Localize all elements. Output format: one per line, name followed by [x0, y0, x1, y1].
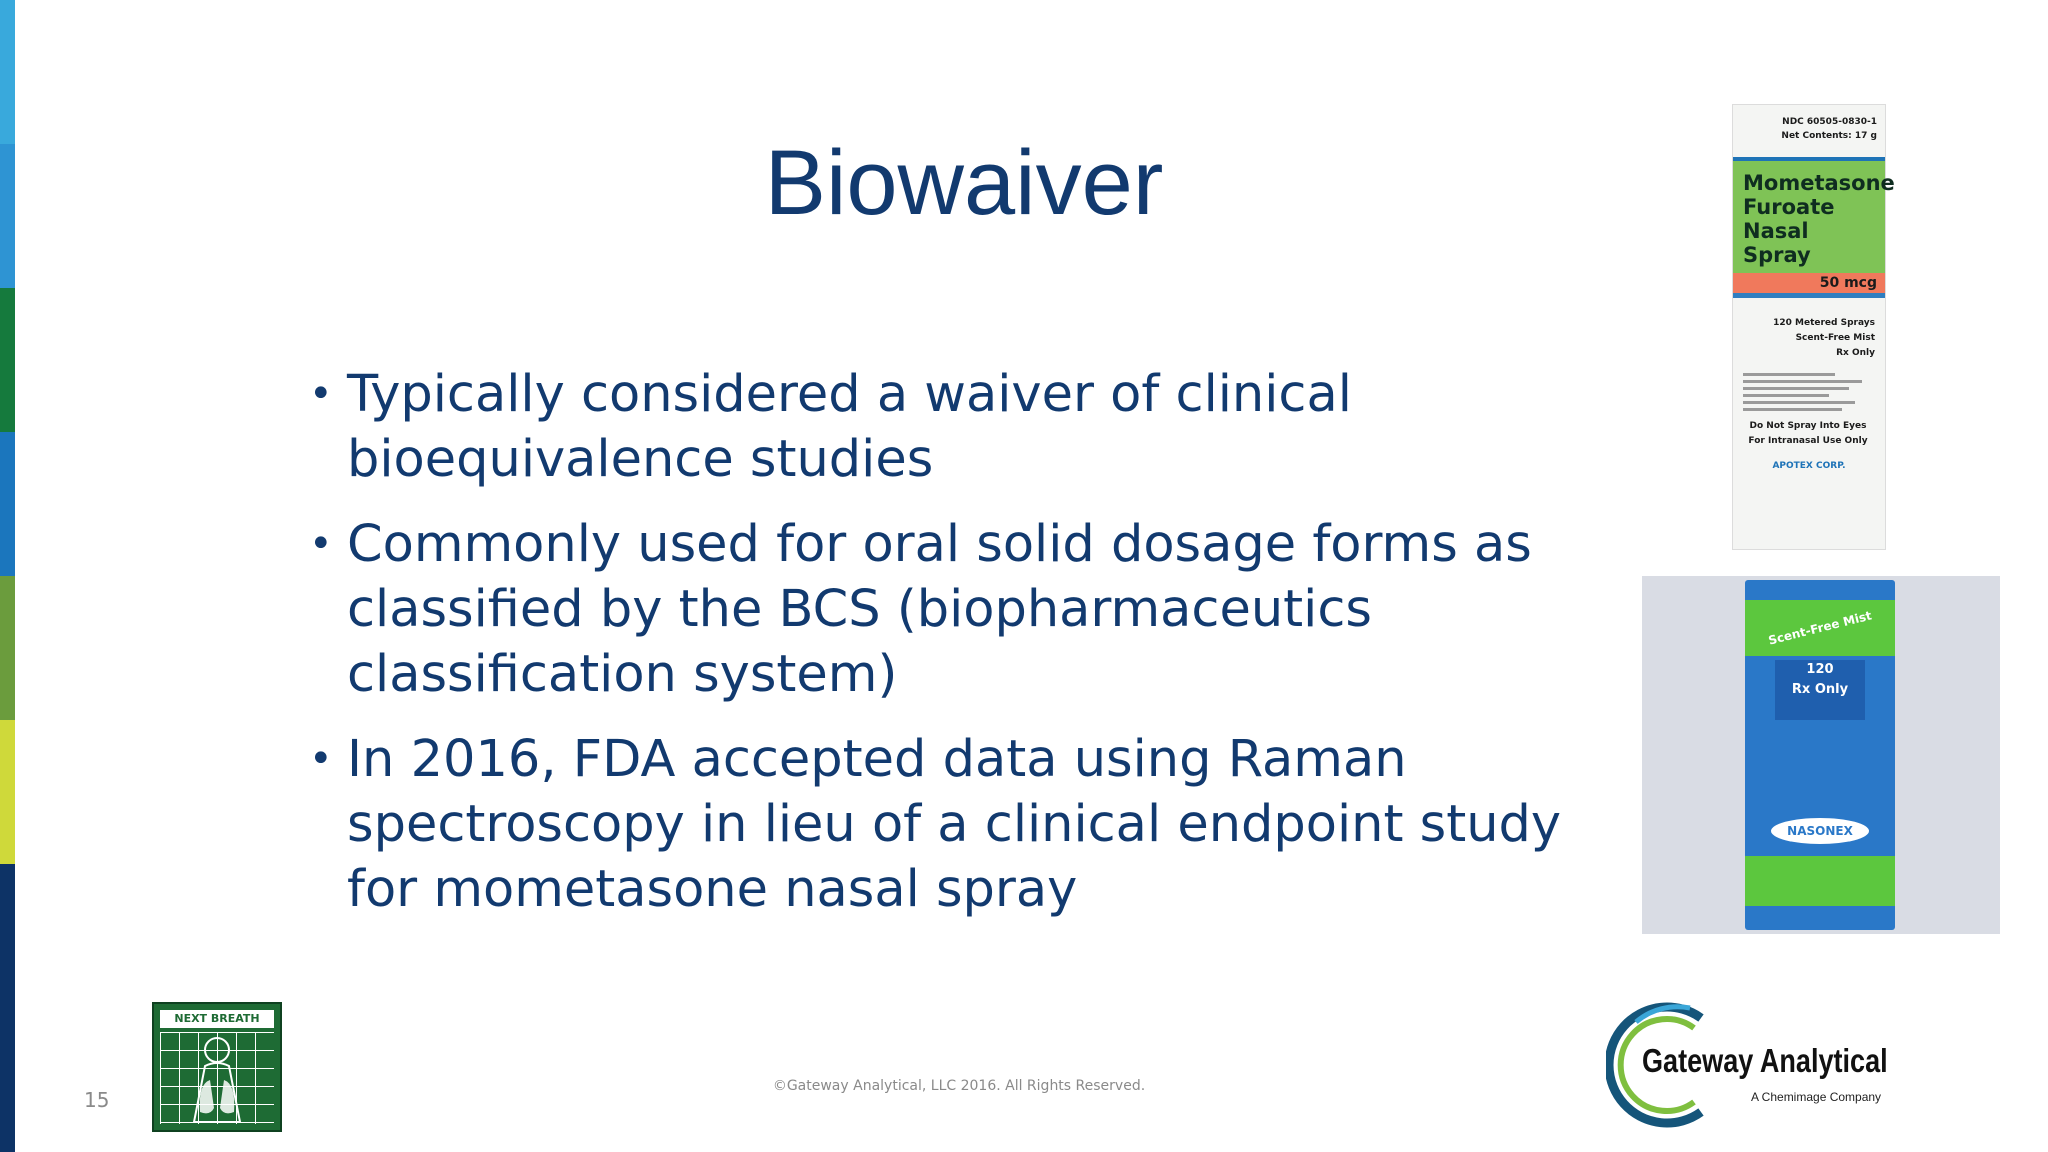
bullet-item	[305, 362, 1595, 492]
bullet-list	[305, 362, 1595, 942]
bullet-dot-icon: •	[309, 371, 333, 417]
nasonex-box-image	[1642, 576, 2000, 934]
nasonex-box	[1745, 580, 1895, 930]
bullet-item	[305, 727, 1595, 922]
warning-label: Do Not Spray Into Eyes	[1749, 421, 1867, 431]
page-number: 15	[84, 1088, 110, 1112]
product-warnings	[1741, 419, 1875, 449]
ndc-code: NDC 60505-0830-1	[1782, 117, 1877, 127]
green-band-top	[1745, 600, 1895, 656]
bullet-dot-icon: •	[309, 521, 333, 567]
stripe-segment	[0, 432, 15, 576]
bullet-text: In 2016, FDA accepted data using Raman spectroscopy in lieu of a clinical endpoint study for mometasone nasal spray	[347, 730, 1562, 919]
net-contents: Net Contents: 17 g	[1781, 131, 1877, 141]
spray-panel	[1775, 660, 1865, 720]
scent-label: Scent-Free Mist	[1795, 333, 1875, 343]
green-band-bottom	[1745, 856, 1895, 906]
fine-print	[1743, 373, 1875, 411]
next-breath-label: NEXT BREATH	[160, 1010, 274, 1028]
rx-label: Rx Only	[1836, 348, 1875, 358]
apotex-brand: APOTEX CORP.	[1772, 461, 1846, 471]
copyright-footer: ©Gateway Analytical, LLC 2016. All Rights Reserved.	[772, 1078, 1146, 1094]
ndc-label	[1741, 115, 1877, 143]
product-dose: 50 mcg	[1733, 273, 1885, 298]
product-details	[1741, 316, 1875, 361]
rx-label: Rx Only	[1791, 682, 1849, 697]
bullet-text: Typically considered a waiver of clinical bioequivalence studies	[347, 365, 1352, 489]
next-breath-logo	[152, 1002, 282, 1132]
gateway-subtitle: A Chemimage Company	[1751, 1090, 1882, 1104]
spray-count: 120	[1806, 662, 1834, 677]
nasonex-logo: NASONEX	[1771, 818, 1869, 844]
spray-count: 120 Metered Sprays	[1773, 318, 1875, 328]
stripe-segment	[0, 576, 15, 720]
gateway-name: Gateway Analytical	[1642, 1042, 1888, 1079]
slide-title: Biowaiver	[764, 132, 1164, 234]
use-label: For Intranasal Use Only	[1748, 436, 1868, 446]
mometasone-box-image	[1732, 104, 1895, 550]
mist-label: Scent-Free Mist	[1766, 608, 1874, 648]
bullet-dot-icon: •	[309, 736, 333, 782]
stripe-segment	[0, 288, 15, 432]
bullet-item	[305, 512, 1595, 707]
stripe-segment	[0, 720, 15, 864]
gateway-analytical-logo	[1606, 1000, 1886, 1130]
stripe-segment	[0, 0, 15, 144]
bullet-text: Commonly used for oral solid dosage forms as classified by the BCS (biopharmaceutics classification system)	[347, 515, 1532, 704]
stripe-segment	[0, 864, 15, 1008]
product-name-band: Mometasone Furoate Nasal Spray	[1733, 157, 1885, 273]
